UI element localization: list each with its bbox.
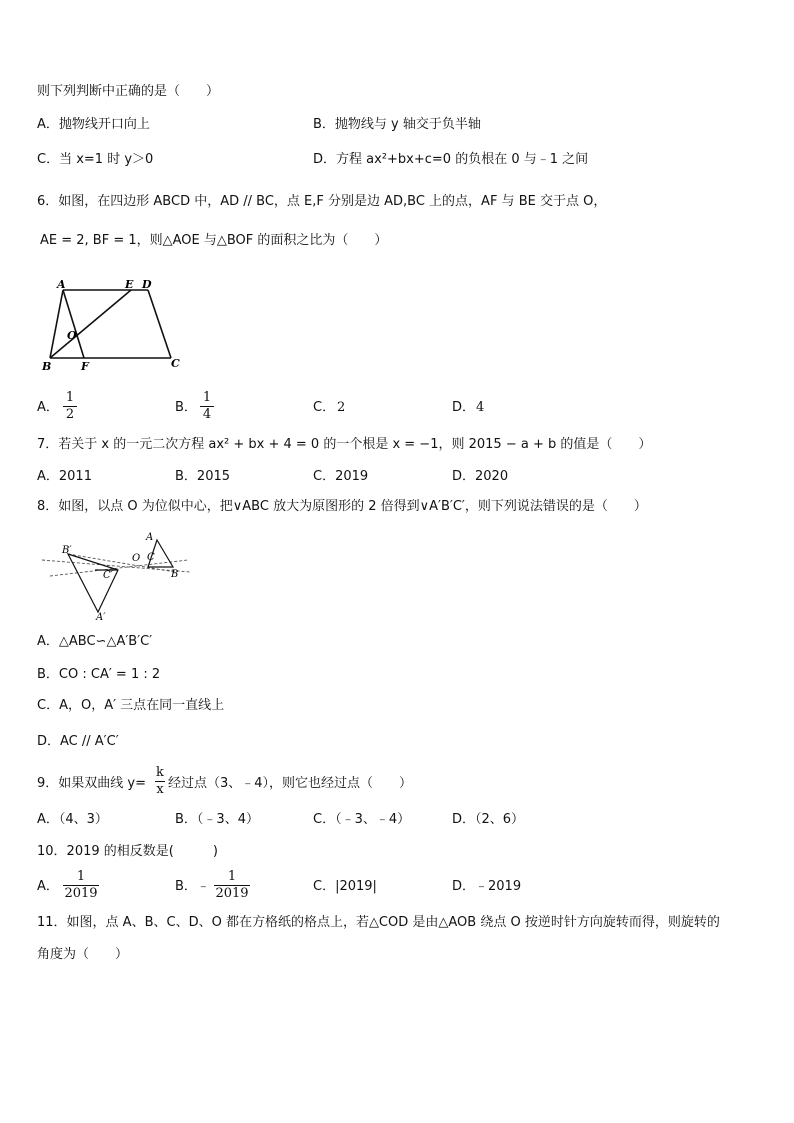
q6-option-b-den: 4 (200, 406, 214, 423)
q6-option-a-label: A． (37, 400, 59, 415)
q6-option-a-den: 2 (63, 406, 77, 423)
q8-option-c: C．A，O，A′ 三点在同一直线上 (37, 698, 225, 713)
q10-option-a-label: A． (37, 879, 59, 894)
q9-stem-post: 经过点（3、﹣4），则它也经过点（ ） (168, 776, 413, 791)
q10-option-d: D．﹣2019 (452, 879, 522, 894)
q5-stem: 则下列判断中正确的是（ ） (37, 84, 220, 99)
q5-option-a: A．抛物线开口向上 (37, 117, 150, 132)
q10-stem: 10．2019 的相反数是( ) (37, 844, 218, 859)
q7-stem: 7．若关于 x 的一元二次方程 ax² + bx + 4 = 0 的一个根是 x = −1，则 2015 − a + b 的值是（ ） (37, 437, 652, 452)
q8-option-b: B．CO : CA′ = 1 : 2 (37, 667, 161, 682)
q5-option-d: D．方程 ax²+bx+c=0 的负根在 0 与﹣1 之间 (313, 152, 589, 167)
q6-option-d-value: 4 (476, 400, 485, 415)
q10-option-b-num: 1 (227, 869, 237, 884)
q6-label-f: F (81, 360, 89, 373)
q10-option-c: C．|2019| (313, 879, 377, 894)
q6-label-c: C (171, 357, 180, 370)
q8-label-b-prime: B′ (62, 545, 72, 556)
q8-label-a-prime: A′ (96, 612, 106, 620)
q5-option-c: C．当 x=1 时 y＞0 (37, 152, 154, 167)
q9-fraction-den: x (156, 782, 164, 797)
q10-option-b-label: B．﹣ (175, 879, 210, 894)
q7-option-c: C．2019 (313, 469, 369, 484)
q5-option-b: B．抛物线与 y 轴交于负半轴 (313, 117, 481, 132)
q8-label-a: A (146, 532, 154, 543)
q8-stem: 8．如图，以点 O 为位似中心，把∨ABC 放大为原图形的 2 倍得到∨A′B′C′，则下列说法错误的是（ ） (37, 499, 647, 514)
q8-label-c: C (147, 552, 155, 563)
q9-option-d: D．（2、6） (452, 812, 525, 827)
q6-option-b-num: 1 (202, 390, 212, 405)
q8-option-d: D．AC // A′C′ (37, 734, 119, 749)
q6-option-c-value: 2 (337, 400, 346, 415)
q8-label-b: B (171, 569, 179, 580)
q10-option-a-num: 1 (76, 869, 86, 884)
q11-stem-line2: 角度为（ ） (37, 947, 129, 962)
q6-option-a-num: 1 (65, 390, 75, 405)
q7-option-a: A．2011 (37, 469, 92, 484)
q6-figure-trapezoid (36, 276, 196, 376)
q6-option-b-label: B． (175, 400, 197, 415)
q10-option-b-fraction (214, 869, 250, 902)
q6-option-b-fraction (200, 390, 214, 423)
q6-label-a: A (57, 278, 66, 291)
q7-option-d: D．2020 (452, 469, 509, 484)
q10-option-b-den: 2019 (215, 886, 249, 901)
q6-label-e: E (125, 278, 134, 291)
q6-option-a-fraction (63, 390, 77, 423)
q6-stem-line1: 6．如图，在四边形 ABCD 中，AD // BC，点 E,F 分别是边 AD,BC 上的点，AF 与 BE 交于点 O， (37, 194, 607, 209)
q8-figure-homothety (40, 530, 195, 620)
q9-option-a: A．（4、3） (37, 812, 108, 827)
q9-fraction (155, 765, 165, 798)
q6-stem-line2: AE = 2, BF = 1，则△AOE 与△BOF 的面积之比为（ ） (40, 233, 388, 248)
q9-stem-pre: 9．如果双曲线 y= (37, 776, 146, 791)
q9-option-c: C．（﹣3、﹣4） (313, 812, 411, 827)
q11-stem-line1: 11．如图，点 A、B、C、D、O 都在方格纸的格点上，若△COD 是由△AOB 绕点 O 按逆时针方向旋转而得，则旋转的 (37, 915, 720, 930)
q8-option-a: A．△ABC∽△A′B′C′ (37, 634, 153, 649)
q6-option-c-label: C． (313, 400, 336, 415)
q8-label-o: O (132, 553, 141, 564)
q6-label-b: B (42, 360, 52, 373)
q9-fraction-num: k (156, 765, 164, 780)
q10-option-a-fraction (63, 869, 99, 902)
q9-option-b: B．（﹣3、4） (175, 812, 259, 827)
q7-option-b: B．2015 (175, 469, 231, 484)
q10-option-a-den: 2019 (64, 886, 98, 901)
q6-option-d-label: D． (452, 400, 476, 415)
q6-label-o: O (67, 329, 77, 342)
q6-label-d: D (142, 278, 152, 291)
q8-label-c-prime: C′ (103, 570, 113, 581)
